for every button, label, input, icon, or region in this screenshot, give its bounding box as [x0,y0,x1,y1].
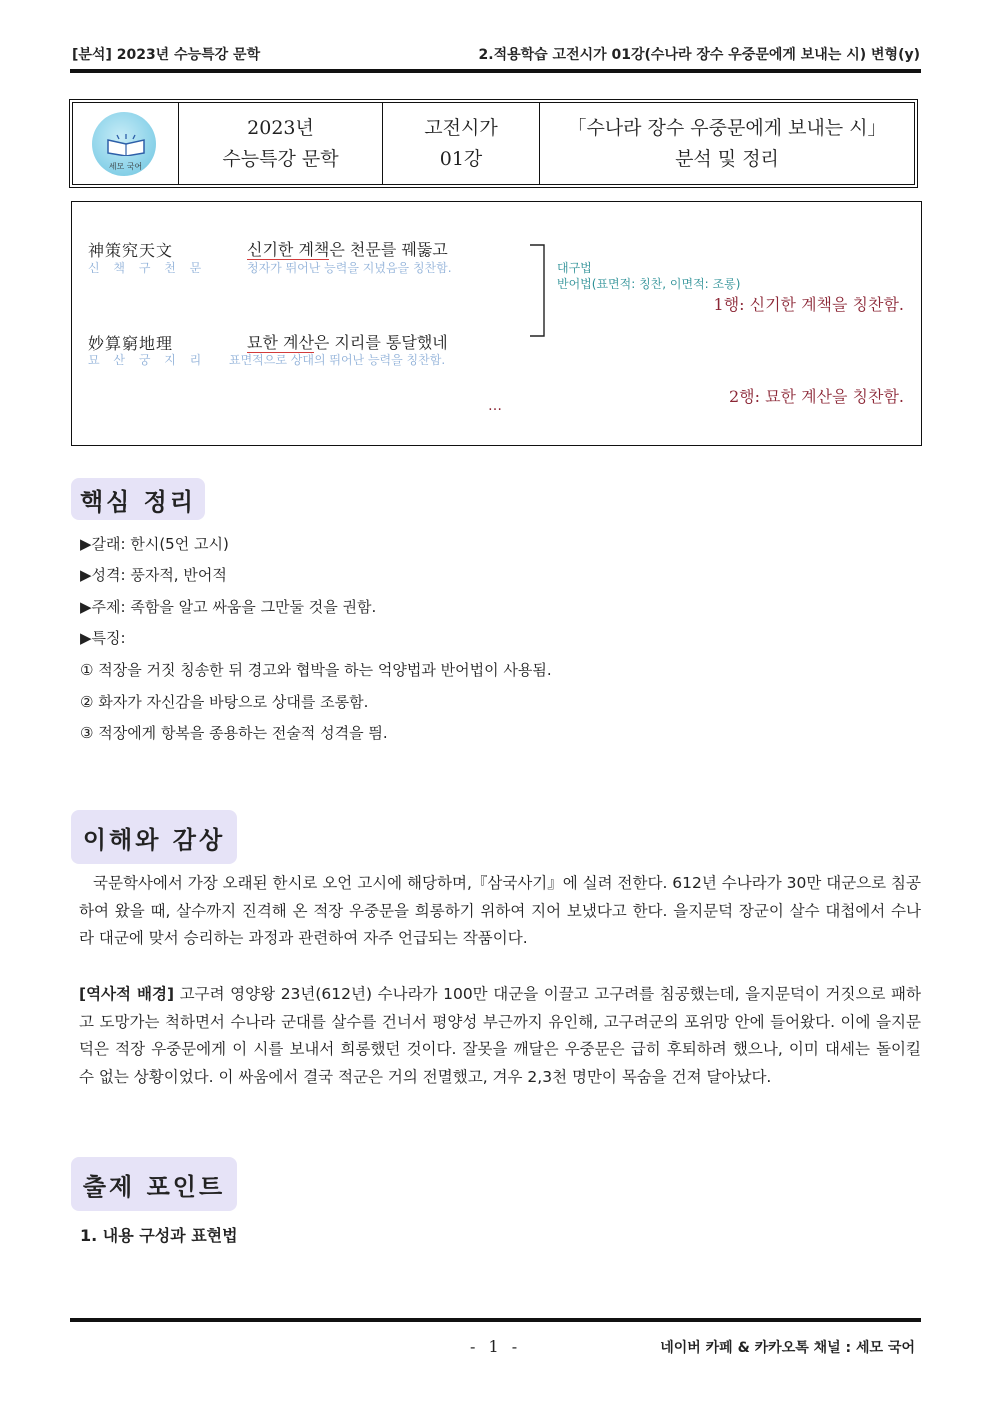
logo-text: 세모 국어 [108,161,143,171]
poem-line2-note: 표면적으로 상대의 뛰어난 능력을 칭찬함. [229,353,446,367]
line2-summary: 2행: 묘한 계산을 칭찬함. [728,387,904,406]
header-right-title: 2.적용학습 고전시가 01강(수나라 장수 우중문에게 보내는 시) 변형(y) [478,47,920,63]
semo-logo [88,106,164,182]
irony-label: 반어법(표면적: 칭찬, 이면적: 조롱) [557,277,741,291]
core-feature-3: ③ 적장에게 항복을 종용하는 전술적 성격을 띔. [80,724,388,742]
core-features-label: ▶특징: [80,629,126,647]
historical-background: [역사적 배경] 고구려 영양왕 23년(612년) 수나라가 100만 대군을 이끌고 고구려를 침공했는데, 을지문덕이 거짓으로 패하고 도망가는 척하면서 수나라 군대를 살수를 건너서 평양성 부근까지 유인해, 고구려군의 포위망 안에 들어왔다. 이에 을지문덕은 적장 우중문에게 이 시를 보내서 희롱했던 것이다. 잘못을 깨달은 우중문은 급히 후퇴하려 했으나, 이미 대세는 돌이킬 수 없는 상황이었다. 이 싸움에서 결국 적군은 거의 전멸했고, 겨우 2,3천 명만이 목숨을 건져 달아났다. [79,985,921,1086]
core-feature-2: ② 화자가 자신감을 바탕으로 상대를 조롱함. [80,693,369,711]
header-rule [70,69,921,73]
core-character: ▶성격: 풍자적, 반어적 [80,566,227,584]
page-number: - 1 - [470,1337,522,1356]
underlined-phrase: 신기한 계책 [247,240,330,259]
title-unit-cell [383,103,540,184]
title-year: 2023년 [247,116,314,139]
core-genre: ▶갈래: 한시(5언 고시) [80,535,229,553]
core-feature-1: ① 적장을 거짓 칭송한 뒤 경고와 협박을 하는 억양법과 반어법이 사용됨. [80,661,552,679]
poem-line2-korean: 묘한 계산은 지리를 통달했네 [247,333,448,352]
title-year-cell [179,103,383,184]
parallelism-label: 대구법 [557,261,592,275]
grouping-bracket [528,244,548,338]
exam-points-heading: 출제 포인트 [71,1157,237,1211]
poem-line2-pronunciation: 묘 산 궁 지 리 [88,353,207,367]
book-icon [106,134,146,156]
appreciation-paragraph: 국문학사에서 가장 오래된 한시로 오언 고시에 해당하며,『삼국사기』에 실려 전한다. 612년 수나라가 30만 대군으로 침공하여 왔을 때, 살수까지 진격해 온 적장 우중문을 희롱하기 위하여 지어 보냈다고 한다. 을지문덕 장군이 살수 대첩에서 수나라 대군에 맞서 승리하는 과정과 관련하여 자주 언급되는 작품이다. [79,874,922,947]
exam-point-1: 1. 내용 구성과 표현법 [80,1226,238,1245]
core-theme: ▶주제: 족함을 알고 싸움을 그만둘 것을 권함. [80,598,377,616]
title-subtitle: 분석 및 정리 [675,147,779,170]
title-work-cell [540,103,914,184]
poem-line1-korean: 신기한 계책은 천문를 꿰뚫고 [247,240,448,259]
title-lesson: 01강 [439,147,483,170]
logo-cell [73,103,179,184]
footer-channel: 네이버 카페 & 카카오톡 채널 : 세모 국어 [660,1340,915,1356]
title-table [69,99,918,188]
poem-line1-pronunciation: 신 책 구 천 문 [88,261,207,275]
header-left-title: [분석] 2023년 수능특강 문학 [72,47,261,63]
appreciation-heading: 이해와 감상 [71,810,237,864]
poem-line2-hanja: 妙算窮地理 [88,334,174,353]
title-work: 「수나라 장수 우중문에게 보내는 시」 [567,116,887,139]
footer-rule [70,1318,921,1322]
core-summary-heading: 핵심 정리 [71,478,205,520]
poem-line1-hanja: 神策究天文 [88,241,174,260]
poem-line1-note: 청자가 뛰어난 능력을 지녔음을 칭찬함. [247,261,452,275]
poem-ellipsis: … [488,398,502,414]
title-book: 수능특강 문학 [222,147,339,170]
title-genre: 고전시가 [424,116,498,139]
underlined-phrase: 묘한 계산 [247,333,314,352]
line1-summary: 1행: 신기한 계책을 칭찬함. [713,295,904,314]
historical-background-label: [역사적 배경] [79,985,175,1003]
